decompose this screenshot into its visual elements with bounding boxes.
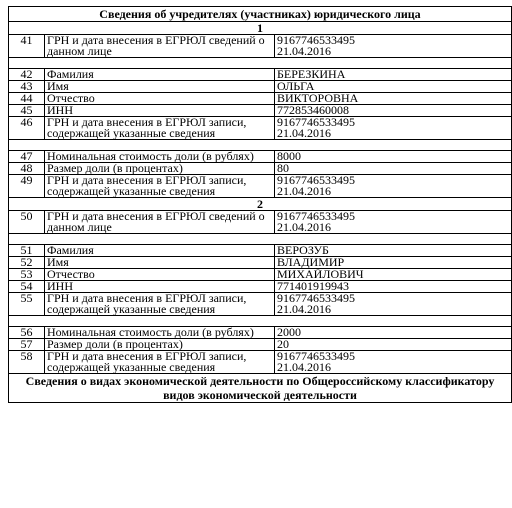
field-value: 9167746533495 21.04.2016 [275, 211, 512, 234]
field-value: 9167746533495 21.04.2016 [275, 175, 512, 198]
field-value: 80 [275, 163, 512, 175]
table-row [9, 35, 512, 58]
field-value: 20 [275, 339, 512, 351]
row-number: 41 [9, 35, 45, 58]
table-row [9, 351, 512, 374]
row-number: 48 [9, 163, 45, 175]
row-number: 52 [9, 257, 45, 269]
field-value: 9167746533495 21.04.2016 [275, 351, 512, 374]
field-label: ГРН и дата внесения в ЕГРЮЛ сведений о данном лице [45, 35, 275, 58]
field-value: ОЛЬГА [275, 81, 512, 93]
field-label: ГРН и дата внесения в ЕГРЮЛ записи, содержащей указанные сведения [45, 351, 275, 374]
field-label: Имя [45, 257, 275, 269]
row-number: 51 [9, 245, 45, 257]
table-row [9, 117, 512, 140]
row-number: 58 [9, 351, 45, 374]
row-number: 54 [9, 281, 45, 293]
row-number: 47 [9, 151, 45, 163]
field-label: ГРН и дата внесения в ЕГРЮЛ сведений о данном лице [45, 211, 275, 234]
field-label: Номинальная стоимость доли (в рублях) [45, 327, 275, 339]
field-label: ГРН и дата внесения в ЕГРЮЛ записи, содержащей указанные сведения [45, 117, 275, 140]
field-label: Размер доли (в процентах) [45, 339, 275, 351]
table-row [9, 293, 512, 316]
field-label: ИНН [45, 281, 275, 293]
row-number: 53 [9, 269, 45, 281]
founder-group-number: 2 [9, 198, 512, 211]
field-value: 9167746533495 21.04.2016 [275, 117, 512, 140]
section-title: Сведения об учредителях (участниках) юридического лица [9, 7, 512, 22]
table-row [9, 211, 512, 234]
founders-table [8, 6, 512, 403]
row-number: 42 [9, 69, 45, 81]
table-row [9, 93, 512, 105]
row-number: 55 [9, 293, 45, 316]
row-number: 49 [9, 175, 45, 198]
field-value: 9167746533495 21.04.2016 [275, 293, 512, 316]
field-label: Имя [45, 81, 275, 93]
row-number: 44 [9, 93, 45, 105]
field-label: ГРН и дата внесения в ЕГРЮЛ записи, содержащей указанные сведения [45, 175, 275, 198]
row-number: 56 [9, 327, 45, 339]
table-row [9, 245, 512, 257]
field-value: 771401919943 [275, 281, 512, 293]
field-value: БЕРЕЗКИНА [275, 69, 512, 81]
field-label: Фамилия [45, 69, 275, 81]
field-label: Отчество [45, 269, 275, 281]
field-label: Номинальная стоимость доли (в рублях) [45, 151, 275, 163]
field-value: 772853460008 [275, 105, 512, 117]
egrul-extract-sheet [8, 6, 511, 403]
field-value: 2000 [275, 327, 512, 339]
row-number: 45 [9, 105, 45, 117]
field-label: Размер доли (в процентах) [45, 163, 275, 175]
field-value: ВЕРОЗУБ [275, 245, 512, 257]
field-label: ГРН и дата внесения в ЕГРЮЛ записи, содержащей указанные сведения [45, 293, 275, 316]
table-row [9, 175, 512, 198]
field-value: ВИКТОРОВНА [275, 93, 512, 105]
row-number: 43 [9, 81, 45, 93]
row-number: 57 [9, 339, 45, 351]
field-value: 8000 [275, 151, 512, 163]
section-header-row [9, 7, 512, 22]
field-label: Отчество [45, 93, 275, 105]
field-value: 9167746533495 21.04.2016 [275, 35, 512, 58]
field-value: ВЛАДИМИР [275, 257, 512, 269]
next-section-header-row [9, 374, 512, 403]
table-row [9, 69, 512, 81]
field-label: ИНН [45, 105, 275, 117]
field-value: МИХАЙЛОВИЧ [275, 269, 512, 281]
founder-group-number: 1 [9, 22, 512, 35]
table-row [9, 269, 512, 281]
field-label: Фамилия [45, 245, 275, 257]
row-number: 50 [9, 211, 45, 234]
next-section-title: Сведения о видах экономической деятельности по Общероссийскому классификатору видов экономической деятельности [9, 374, 512, 403]
row-number: 46 [9, 117, 45, 140]
